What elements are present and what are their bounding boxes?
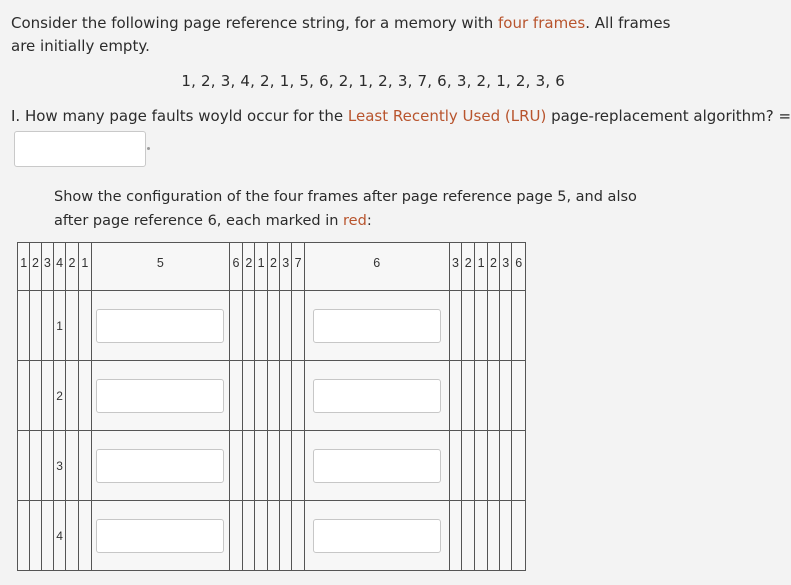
ref-cell: 1 (78, 243, 91, 291)
ref-cell: 3 (41, 243, 53, 291)
answer-dot-mark (147, 147, 150, 150)
page-fault-answer-input[interactable] (14, 131, 146, 167)
ref-cell: 1 (18, 243, 30, 291)
ref-cell: 3 (449, 243, 461, 291)
frame-row-4 (18, 501, 526, 571)
ref-cell: 2 (267, 243, 279, 291)
marked-ref-5: 5 (91, 243, 229, 291)
after-5-frame-2-input[interactable] (96, 379, 224, 413)
instruction-tail: : (366, 213, 372, 229)
after-5-frame-4-input[interactable] (96, 519, 224, 553)
frame-label: 3 (53, 431, 65, 501)
ref-cell: 7 (292, 243, 304, 291)
algorithm-highlight: Least Recently Used (LRU) (347, 107, 547, 125)
instruction-body: Show the configuration of the four frames after page reference page 5, and also after page reference 6, each marked in (54, 189, 637, 229)
instruction-text (54, 185, 674, 233)
red-highlight: red (343, 213, 367, 229)
frame-label: 4 (53, 501, 65, 571)
question-prefix: I. How many page faults woyld occur for the (11, 107, 348, 125)
after-5-frame-1-input[interactable] (96, 309, 224, 343)
after-6-frame-4-input[interactable] (313, 519, 441, 553)
ref-cell: 2 (30, 243, 41, 291)
after-6-frame-1-input[interactable] (313, 309, 441, 343)
frame-row-2 (18, 361, 526, 431)
question-1 (11, 107, 791, 125)
question-suffix: page-replacement algorithm? = (546, 107, 791, 125)
reference-header-row (18, 243, 526, 291)
intro-text-2: . All frames are initially empty. (11, 14, 671, 55)
frame-label: 1 (53, 291, 65, 361)
ref-cell: 2 (462, 243, 475, 291)
after-6-frame-2-input[interactable] (313, 379, 441, 413)
ref-cell: 4 (53, 243, 65, 291)
after-6-frame-3-input[interactable] (313, 449, 441, 483)
ref-cell: 2 (487, 243, 499, 291)
intro-text-1: Consider the following page reference string, for a memory with (11, 14, 499, 32)
ref-cell: 3 (280, 243, 292, 291)
reference-string: 1, 2, 3, 4, 2, 1, 5, 6, 2, 1, 2, 3, 7, 6, 3, 2, 1, 2, 3, 6 (181, 72, 565, 90)
problem-intro (11, 12, 681, 58)
ref-cell: 2 (243, 243, 255, 291)
ref-cell: 6 (229, 243, 242, 291)
after-5-frame-3-input[interactable] (96, 449, 224, 483)
ref-cell: 1 (475, 243, 487, 291)
frame-label: 2 (53, 361, 65, 431)
ref-cell: 2 (66, 243, 78, 291)
frame-row-1 (18, 291, 526, 361)
marked-ref-6: 6 (304, 243, 449, 291)
frame-configuration-grid (17, 242, 526, 571)
frames-highlight: four frames (498, 14, 586, 32)
frame-row-3 (18, 431, 526, 501)
ref-cell: 1 (255, 243, 267, 291)
ref-cell: 3 (500, 243, 512, 291)
ref-cell: 6 (512, 243, 526, 291)
